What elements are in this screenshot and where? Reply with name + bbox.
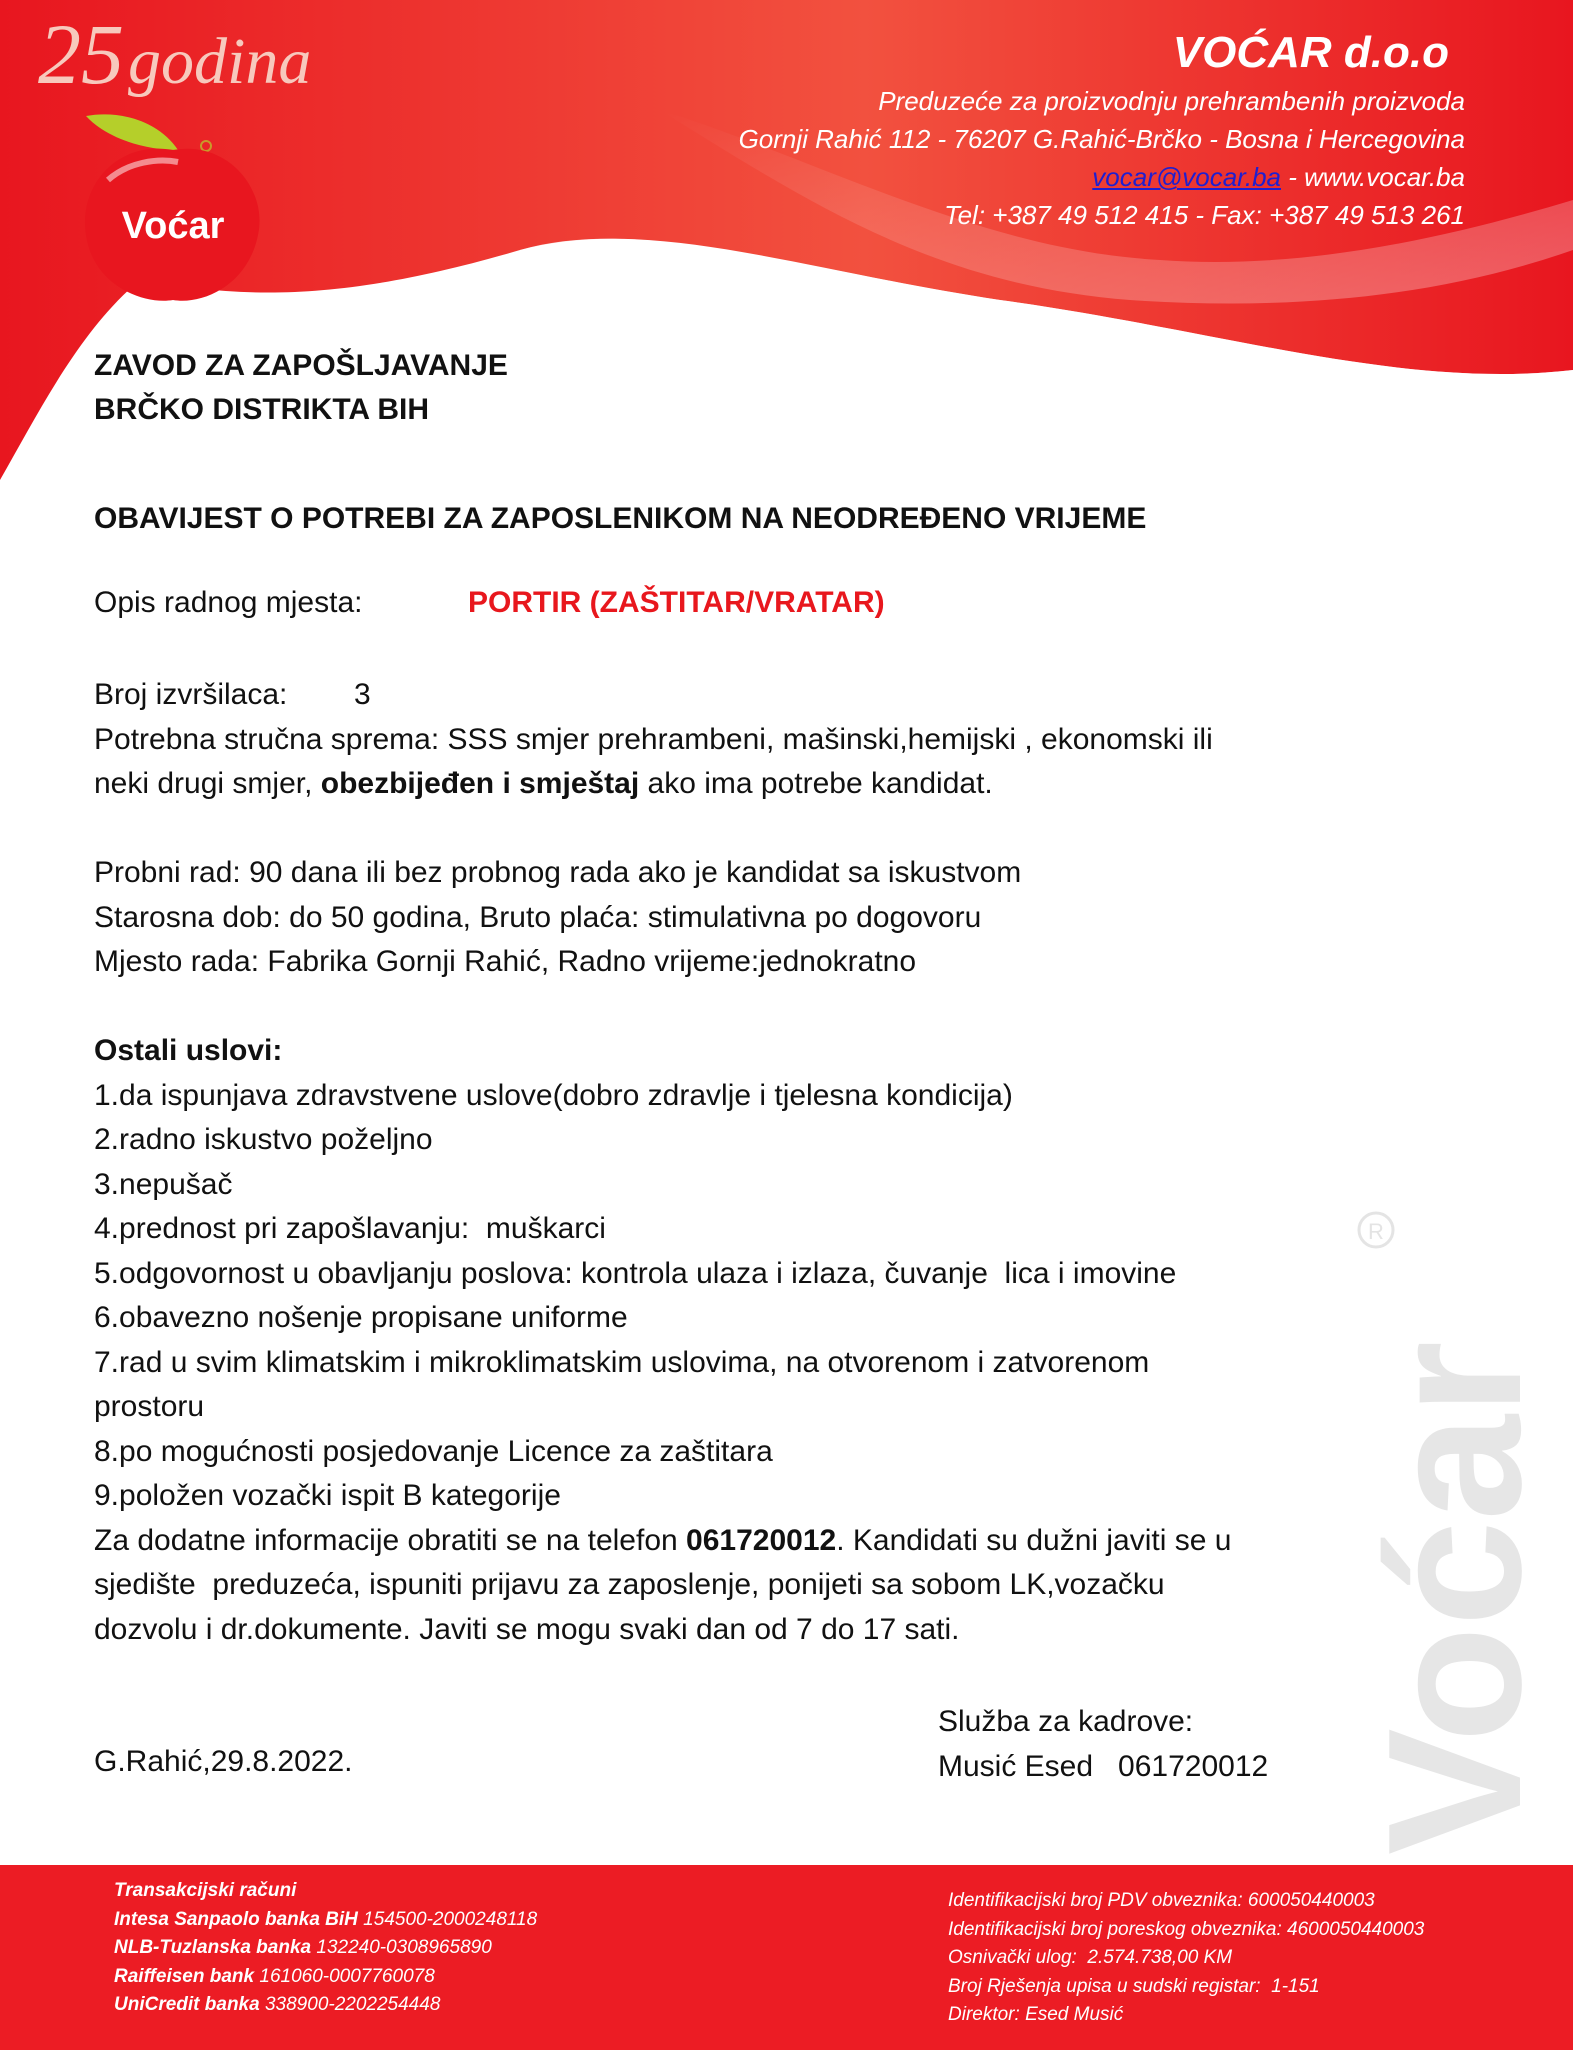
footer-company-ids [948,1887,1424,2030]
recipient-block [94,344,508,432]
company-address: Gornji Rahić 112 - 76207 G.Rahić-Brčko - Bosna i Hercegovina [738,124,1465,154]
executors-count: Broj izvršilaca: 3 [94,678,371,711]
hr-department: Služba za kadrove: [938,1705,1194,1738]
education-text-end: ako ima potrebe kandidat. [639,767,993,800]
education-line-1: Potrebna stručna sprema: SSS smjer prehrambeni, mašinski,hemijski , ekonomski ili [94,722,1213,756]
condition-item: 1.da ispunjava zdravstvene uslove(dobro zdravlje i tjelesna kondicija) [94,1078,1013,1112]
vocar-watermark [1330,1200,1561,1860]
website-text: - www.vocar.ba [1281,162,1465,192]
footer-bank-accounts [114,1877,537,2020]
bank-name: Intesa Sanpaolo banka BiH [114,1908,358,1930]
company-tagline: Preduzeće za proizvodnju prehrambenih proizvoda [878,86,1465,116]
bank-name: NLB-Tuzlanska banka [114,1937,312,1958]
bank-name: Raiffeisen bank [114,1965,255,1987]
contact-line-3: dozvolu i dr.dokumente. Javiti se mogu svaki dan od 7 do 17 sati. [94,1612,960,1646]
logo-wordmark: Voćar [121,205,225,247]
footer-accounts-title: Transakcijski računi [114,1880,297,1901]
footer-bank-row [114,1963,537,1992]
footer-bank-row [114,1934,537,1963]
footer-bank-row [114,1991,537,2020]
conditions-section [94,1029,1394,1652]
signature-block [938,1700,1268,1789]
condition-item: 7.rad u svim klimatskim i mikroklimatskim uslovima, na otvorenom i zatvorenom [94,1345,1150,1379]
probation-text: Probni rad: 90 dana ili bez probnog rada ako je kandidat sa iskustvom [94,856,1022,889]
condition-item: 5.odgovornost u obavljanju poslova: kontrola ulaza i izlaza, čuvanje lica i imovine [94,1256,1177,1290]
bank-account: 161060-0007760078 [254,1965,435,1987]
job-description-row [94,586,885,620]
recipient-line-1: ZAVOD ZA ZAPOŠLJAVANJE [94,349,508,382]
condition-item: 2.radno iskustvo poželjno [94,1123,433,1156]
condition-item: 9.položen vozački ispit B kategorije [94,1479,561,1512]
company-name: VOĆAR d.o.o [1172,28,1449,77]
footer-bar [0,1865,1573,2050]
footer-id-line: Direktor: Esed Musić [948,2004,1124,2025]
hr-contact-person: Musić Esed 061720012 [938,1749,1269,1783]
bank-account: 132240-0308965890 [311,1937,492,1958]
education-bold: obezbijeđen i smještaj [320,767,640,800]
anniversary-mark [38,4,311,104]
age-salary-text: Starosna dob: do 50 godina, Bruto plaća: stimulativna po dogovoru [94,900,982,934]
vocar-apple-logo [78,110,268,305]
education-line-2 [94,762,1394,807]
contact-line-1 [94,1519,1394,1564]
job-title-value: PORTIR (ZAŠTITAR/VRATAR) [468,586,885,619]
condition-item: 3.nepušač [94,1167,233,1201]
footer-id-line: Identifikacijski broj PDV obveznika: 600050440003 [948,1890,1375,1911]
anniversary-number: 25 [38,6,124,102]
condition-item: 4.prednost pri zapošlavanju: muškarci [94,1212,606,1245]
conditions-heading-text: Ostali uslovi: [94,1034,283,1067]
condition-item: 8.po mogućnosti posjedovanje Licence za zaštitara [94,1434,773,1468]
svg-text:R: R [1368,1219,1384,1244]
condition-item: 6.obavezno nošenje propisane uniforme [94,1301,628,1334]
recipient-line-2: BRČKO DISTRIKTA BIH [94,393,429,426]
education-text: neki drugi smjer, [94,767,321,800]
company-phone-fax: Tel: +387 49 512 415 - Fax: +387 49 513 261 [944,200,1465,230]
job-details [94,673,1394,807]
footer-bank-row [114,1906,537,1935]
conditions-heading [94,1029,1394,1074]
contact-line-2: sjedište preduzeća, ispuniti prijavu za zaposlenje, ponijeti sa sobom LK,vozačku [94,1568,1165,1601]
condition-item: prostoru [94,1390,205,1423]
place-date: G.Rahić,29.8.2022. [94,1745,353,1778]
anniversary-word: godina [128,25,312,98]
contact-phone: 061720012 [686,1523,837,1557]
bank-account: 154500-2000248118 [357,1908,538,1930]
contact-text: Za dodatne informacije obratiti se na telefon [94,1523,687,1557]
company-web-line [1092,162,1465,193]
place-hours-text: Mjesto rada: Fabrika Gornji Rahić, Radno vrijeme:jednokratno [94,945,917,978]
footer-id-line: Broj Rješenja upisa u sudski registar: 1-151 [948,1975,1320,1997]
email-link[interactable]: vocar@vocar.ba [1092,162,1282,192]
watermark-text: Voćar [1349,1341,1561,1855]
job-label: Opis radnog mjesta: [94,586,363,619]
contact-text-end: . Kandidati su dužni javiti se u [836,1523,1232,1557]
bank-account: 338900-2202254448 [259,1994,441,2015]
bank-name: UniCredit banka [114,1994,260,2015]
document-title: OBAVIJEST O POTREBI ZA ZAPOSLENIKOM NA NEODREĐENO VRIJEME [94,502,1147,535]
footer-id-line: Osnivački ulog: 2.574.738,00 KM [948,1947,1233,1968]
footer-id-line: Identifikacijski broj poreskog obveznika: 4600050440003 [948,1918,1425,1940]
job-terms [94,851,1394,985]
